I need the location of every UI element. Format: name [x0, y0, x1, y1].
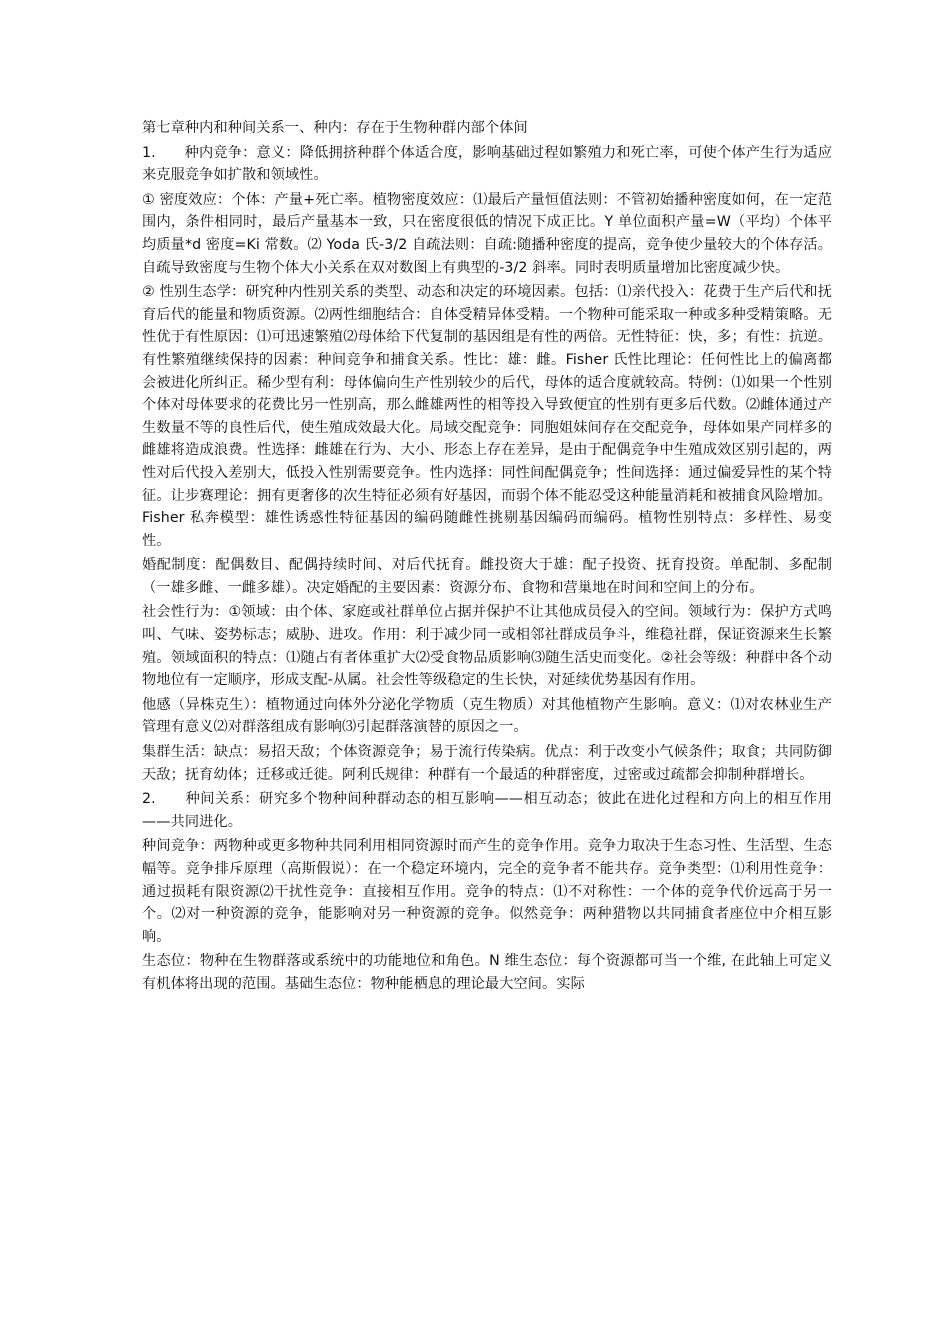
- density-effect-paragraph: ① 密度效应：个体：产量+死亡率。植物密度效应：⑴最后产量恒值法则：不管初始播种密度如何，在一定范围内，条件相同时，最后产量基本一致，只在密度很低的情况下成正比。Y 单位面积产量=W（平均）个体平均质量*d 密度=Ki 常数。⑵ Yoda 氏-3/2 自疏法则：自疏:随播种密度的提高，竞争使少量较大的个体存活。自疏导致密度与生物个体大小关系在双对数图上有典型的-3/2 斜率。同时表明质量增加比密度减少快。: [142, 191, 832, 276]
- social-behavior-paragraph: 社会性行为：①领域：由个体、家庭或社群单位占据并保护不让其他成员侵入的空间。领域行为：保护方式鸣叫、气味、姿势标志；威胁、进攻。作用：利于减少同一或相邻社群成员争斗，维稳社群，保证资源来生长繁殖。领域面积的特点：⑴随占有者体重扩大⑵受食物品质影响⑶随生活史而变化。②社会等级：种群中各个动物地位有一定顺序，形成支配-从属。社会性等级稳定的生长快，对延续优势基因有作用。: [142, 604, 832, 689]
- chapter-heading-paragraph: 第七章种内和种间关系一、种内：存在于生物种群内部个体间: [142, 120, 528, 136]
- aggregation-paragraph: 集群生活：缺点：易招天敌；个体资源竞争；易于流行传染病。优点：利于改变小气候条件；取食；共同防御天敌；抚育幼体；迁移或迁徙。阿利氏规律：种群有一个最适的种群密度，过密或过疏都会抑制种群增长。: [142, 744, 832, 783]
- mating-system-paragraph: 婚配制度：配偶数目、配偶持续时间、对后代抚育。雌投资大于雄：配子投资、抚育投资。单配制、多配制（一雄多雌、一雌多雄）。决定婚配的主要因素：资源分布、食物和营巢地在时间和空间上的分布。: [142, 557, 832, 596]
- document-body: [142, 117, 832, 996]
- sex-ecology-paragraph: ② 性别生态学：研究种内性别关系的类型、动态和决定的环境因素。包括：⑴亲代投入：花费于生产后代和抚育后代的能量和物质资源。⑵两性细胞结合：自体受精异体受精。一个物种可能采取一种或多种受精策略。无性优于有性原因：⑴可迅速繁殖⑵母体给下代复制的基因组是有性的两倍。无性特征：快，多；有性：抗逆。有性繁殖继续保持的因素：种间竞争和捕食关系。性比：雄：雌。Fisher 氏性比理论：任何性比上的偏离都会被进化所纠正。稀少型有利：母体偏向生产性别较少的后代，母体的适合度就较高。特例：⑴如果一个性别个体对母体要求的花费比另一性别高，那么雌雄两性的相等投入导致便宜的性别有更多后代数。⑵雌体通过产生数量不等的良性后代，使生殖成效最大化。局域交配竞争：同胞姐妹间存在交配竞争，母体如果产同样多的雌雄将造成浪费。性选择：雌雄在行为、大小、形态上存在差异，是由于配偶竞争中生殖成效区别引起的，两性对后代投入差别大，低投入性别需要竞争。性内选择：同性间配偶竞争；性间选择：通过偏爱异性的某个特征。让步赛理论：拥有更奢侈的次生特征必须有好基因，而弱个体不能忍受这种能量消耗和被捕食风险增加。Fisher 私奔模型：雄性诱惑性特征基因的编码随雌性挑剔基因编码而编码。植物性别特点：多样性、易变性。: [142, 284, 832, 549]
- niche-paragraph: 生态位：物种在生物群落或系统中的功能地位和角色。N 维生态位：每个资源都可当一个维, 在此轴上可定义有机体将出现的范围。基础生态位：物种能栖息的理论最大空间。实际: [142, 953, 832, 992]
- interspecific-competition-paragraph: 种间竞争：两物种或更多物种共同利用相同资源时而产生的竞争作用。竞争力取决于生态习性、生活型、生态幅等。竞争排斥原理（高斯假说）：在一个稳定环境内，完全的竞争者不能共存。竞争类型：⑴利用性竞争：通过损耗有限资源⑵干扰性竞争：直接相互作用。竞争的特点：⑴不对称性：一个体的竞争代价远高于另一个。⑵对一种资源的竞争，能影响对另一种资源的竞争。似然竞争：两种猎物以共同捕食者座位中介相互影响。: [142, 838, 832, 945]
- allelopathy-paragraph: 他感（异株克生）：植物通过向体外分泌化学物质（克生物质）对其他植物产生影响。意义：⑴对农林业生产管理有意义⑵对群落组成有影响⑶引起群落演替的原因之一。: [142, 696, 832, 736]
- intraspecific-competition-paragraph: 1. 种内竞争：意义：降低拥挤种群个体适合度，影响基础过程如繁殖力和死亡率，可使个体产生行为适应来克服竞争如扩散和领域性。: [142, 144, 832, 184]
- interspecific-relations-paragraph: 2. 种间关系：研究多个物种间种群动态的相互影响——相互动态；彼此在进化过程和方向上的相互作用——共同进化。: [142, 791, 832, 830]
